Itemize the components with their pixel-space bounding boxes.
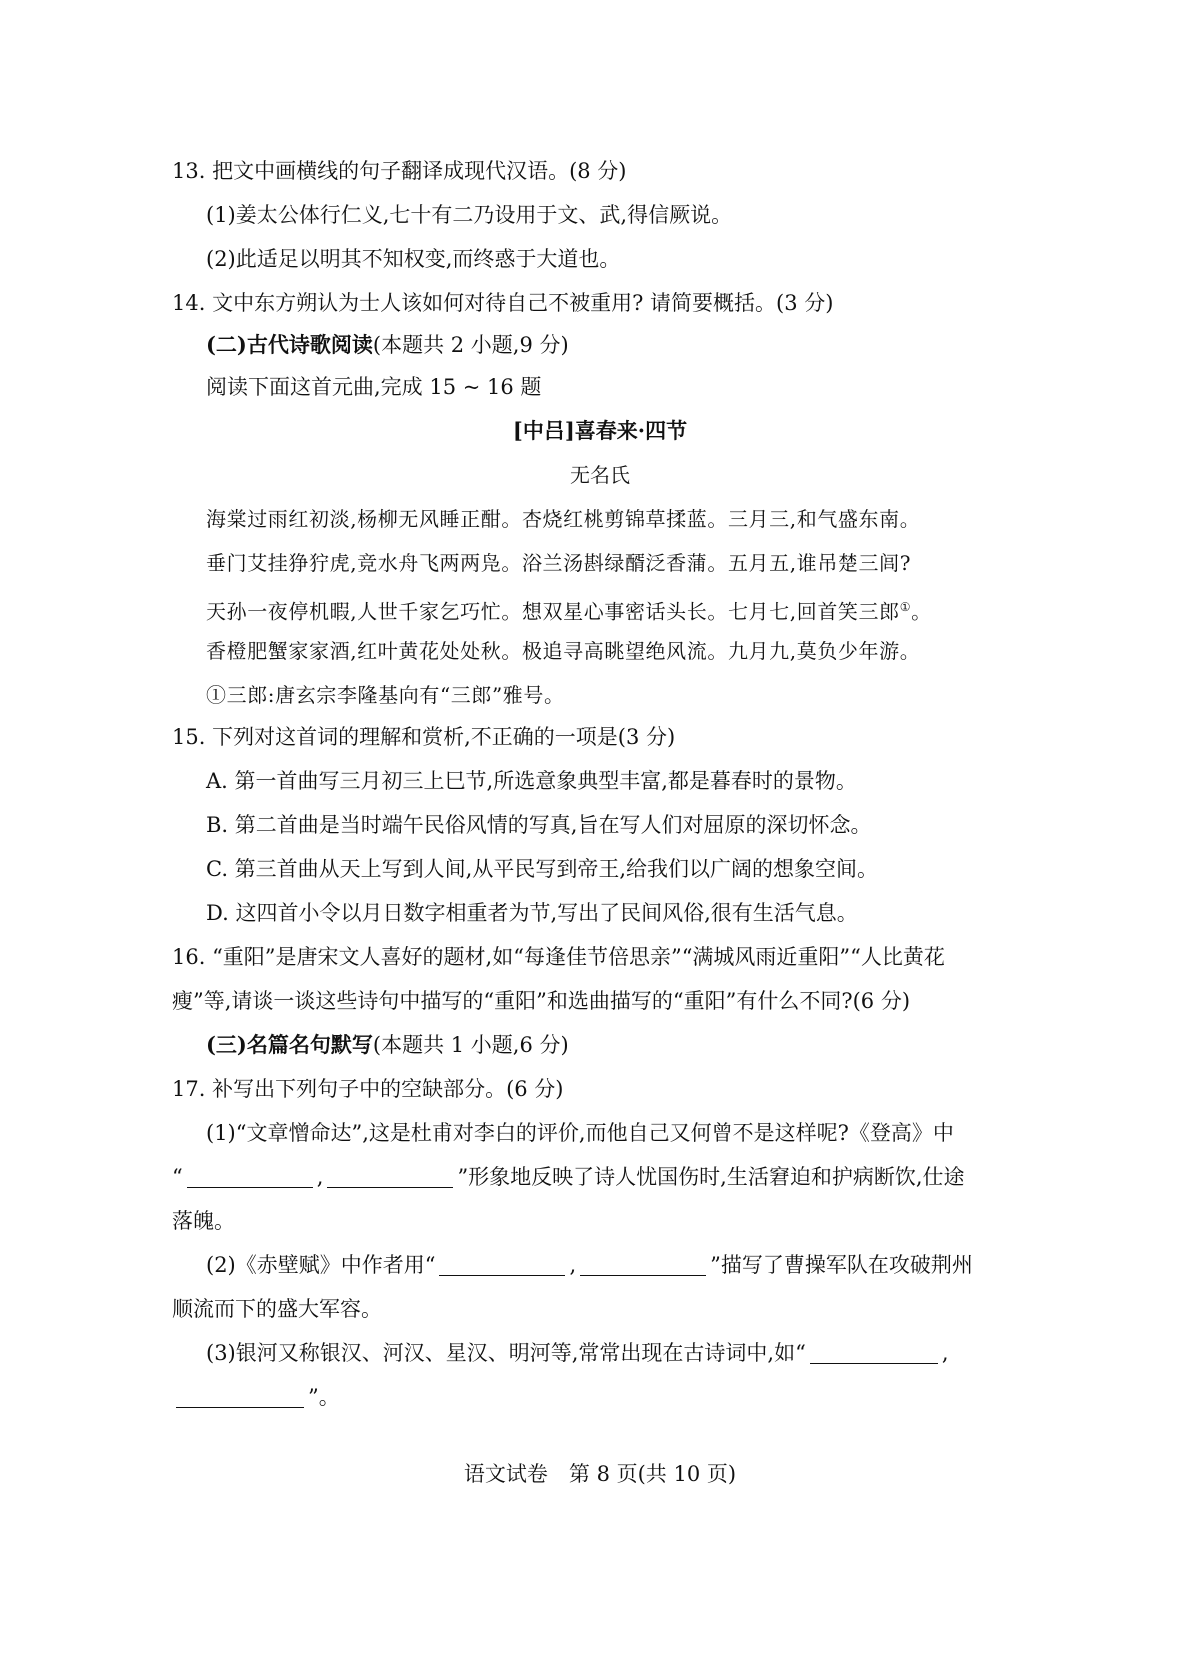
answer-blank[interactable] [176, 1385, 304, 1408]
question-16-line-1: 16. “重阳”是唐宋文人喜好的题材,如“每逢佳节倍思亲”“满城风雨近重阳”“人比黄花 [172, 945, 945, 969]
answer-blank[interactable] [810, 1341, 938, 1364]
section-3-heading [206, 1030, 569, 1060]
question-15-option-d: D. 这四首小令以月日数字相重者为节,写出了民间风俗,很有生活气息。 [206, 901, 858, 925]
section-2-heading [206, 330, 569, 360]
question-15-option-a: A. 第一首曲写三月初三上巳节,所选意象典型丰富,都是暮春时的景物。 [206, 769, 857, 793]
comma: , [316, 1165, 324, 1189]
question-15-option-b: B. 第二首曲是当时端午民俗风情的写真,旨在写人们对屈原的深切怀念。 [206, 813, 872, 837]
answer-blank[interactable] [580, 1253, 706, 1276]
question-17-stem: 17. 补写出下列句子中的空缺部分。(6 分) [172, 1077, 564, 1101]
poem-line-1: 海棠过雨红初淡,杨柳无风睡正酣。杏烧红桃剪锦草揉蓝。三月三,和气盛东南。 [206, 507, 921, 531]
footnote-marker: ① [899, 600, 912, 614]
poem-line-3-text: 天孙一夜停机暇,人世千家乞巧忙。想双星心事密话头长。七月七,回首笑三郎 [206, 599, 900, 624]
section-2-info: (本题共 2 小题,9 分) [372, 333, 569, 357]
poem-title: [中吕]喜春来·四节 [512, 418, 688, 443]
poem-line-2: 垂门艾挂狰狞虎,竞水舟飞两两凫。浴兰汤斟绿醑泛香蒲。五月五,谁吊楚三闾? [206, 551, 912, 575]
poem-footnote: ①三郎:唐玄宗李隆基向有“三郎”雅号。 [206, 683, 565, 707]
question-17-part-2-line-2: 顺流而下的盛大军容。 [172, 1297, 382, 1321]
poem-line-3 [206, 592, 932, 627]
comma: , [941, 1341, 949, 1365]
poem-line-4: 香橙肥蟹家家酒,红叶黄花处处秋。极追寻高眺望绝风流。九月九,莫负少年游。 [206, 639, 921, 663]
comma: , [569, 1253, 577, 1277]
answer-blank[interactable] [327, 1165, 453, 1188]
question-14-stem: 14. 文中东方朔认为士人该如何对待自己不被重用? 请简要概括。(3 分) [172, 291, 834, 315]
section-3-info: (本题共 1 小题,6 分) [372, 1033, 569, 1057]
question-13-sentence-2: (2)此适足以明其不知权变,而终惑于大道也。 [206, 247, 621, 271]
section-2-title: (二)古代诗歌阅读 [206, 332, 373, 357]
question-17-part-1-line-1: (1)“文章憎命达”,这是杜甫对李白的评价,而他自己又何曾不是这样呢?《登高》中 [206, 1121, 954, 1145]
poem-line-3-end: 。 [911, 599, 932, 624]
question-17-part-1-line-2 [172, 1162, 965, 1192]
line-text: (3)银河又称银汉、河汉、星汉、明河等,常常出现在古诗词中,如“ [206, 1341, 806, 1365]
question-13-stem: 13. 把文中画横线的句子翻译成现代汉语。(8 分) [172, 159, 627, 183]
question-13-sentence-1: (1)姜太公体行仁义,七十有二乃设用于文、武,得信厥说。 [206, 203, 733, 227]
poem-author: 无名氏 [570, 463, 630, 487]
question-15-stem: 15. 下列对这首词的理解和赏析,不正确的一项是(3 分) [172, 725, 676, 749]
page-footer: 语文试卷 第 8 页(共 10 页) [463, 1462, 737, 1486]
section-2-intro: 阅读下面这首元曲,完成 15 ~ 16 题 [206, 375, 542, 399]
close-quote: ”。 [308, 1385, 340, 1409]
question-17-part-3-line-1 [206, 1338, 949, 1368]
question-17-part-2-line-1 [206, 1250, 973, 1280]
question-17-part-1-line-3: 落魄。 [172, 1209, 235, 1233]
line-text: ”描写了曹操军队在攻破荆州 [710, 1253, 973, 1277]
line-text: ”形象地反映了诗人忧国伤时,生活窘迫和护病断饮,仕途 [457, 1165, 965, 1189]
question-16-line-2: 瘦”等,请谈一谈这些诗句中描写的“重阳”和选曲描写的“重阳”有什么不同?(6 分) [172, 989, 911, 1013]
question-15-option-c: C. 第三首曲从天上写到人间,从平民写到帝王,给我们以广阔的想象空间。 [206, 857, 879, 881]
line-text: (2)《赤壁赋》中作者用“ [206, 1253, 436, 1277]
answer-blank[interactable] [439, 1253, 565, 1276]
answer-blank[interactable] [187, 1165, 313, 1188]
section-3-title: (三)名篇名句默写 [206, 1032, 373, 1057]
question-17-part-3-line-2 [172, 1382, 340, 1412]
open-quote: “ [172, 1165, 183, 1189]
